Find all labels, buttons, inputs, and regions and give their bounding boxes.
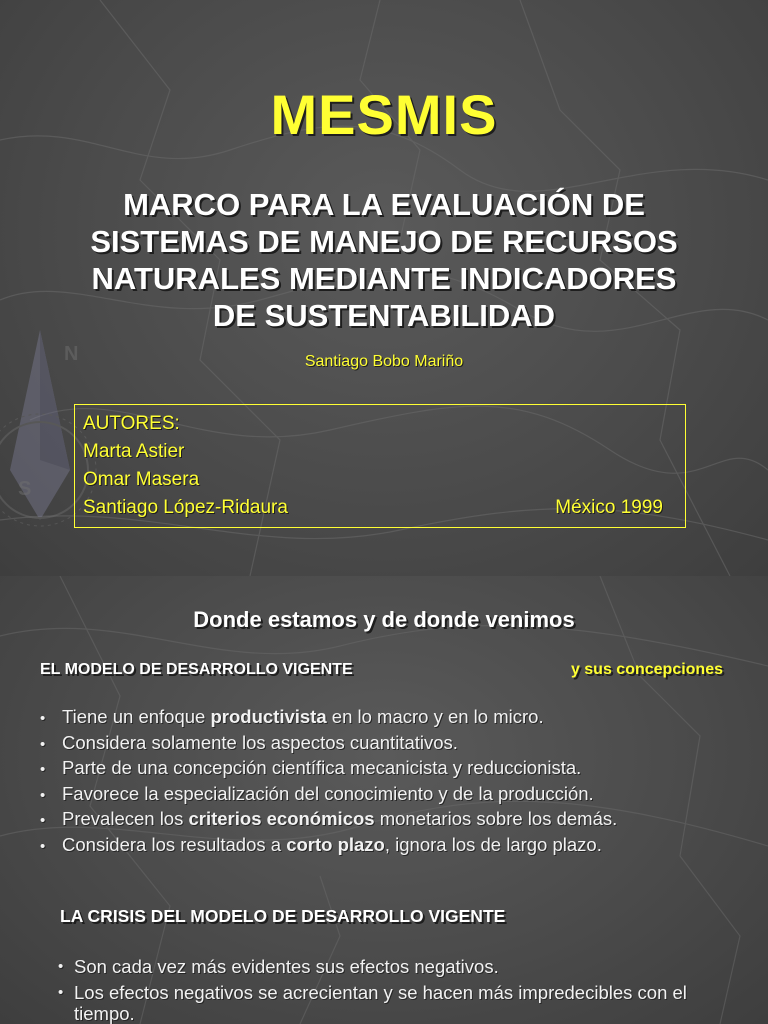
model-subheading: y sus concepciones [570, 661, 723, 678]
place-year: México 1999 [555, 497, 663, 518]
list-item [58, 982, 748, 1024]
svg-text:S: S [18, 478, 32, 500]
presenter-name: Santiago Bobo Mariño [304, 353, 464, 370]
presentation-title: MESMIS [270, 83, 498, 146]
bullet-dot-icon: • [40, 786, 46, 804]
model-heading: EL MODELO DE DESARROLLO VIGENTE [40, 661, 353, 678]
presentation-subtitle [20, 186, 748, 334]
subtitle-line: MARCO PARA LA EVALUACIÓN DE [123, 187, 645, 222]
bullet-dot-icon: • [40, 812, 46, 829]
content-slide [0, 576, 768, 1024]
subtitle-line: NATURALES MEDIANTE INDICADORES [91, 261, 677, 296]
emphasis-text: corto plazo [286, 833, 385, 855]
list-item [40, 806, 740, 832]
subtitle-line: SISTEMAS DE MANEJO DE RECURSOS [90, 224, 678, 259]
list-item-text: , ignora los de largo plazo. [384, 833, 602, 855]
list-item [58, 956, 748, 977]
bullet-dot-icon: • [40, 735, 46, 753]
list-item-text: Considera solamente los aspectos cuantitativos. [62, 731, 458, 753]
list-item-text: Son cada vez más evidentes sus efectos negativos. [74, 956, 499, 977]
emphasis-text: productivista [210, 706, 327, 727]
list-item-text: Los efectos negativos se acrecientan y se hacen más impredecibles con el tiempo. [74, 982, 687, 1024]
list-item [40, 755, 740, 781]
bullet-dot-icon: • [40, 761, 46, 778]
list-item [40, 781, 740, 807]
list-item-text: Parte de una concepción científica mecanicista y reduccionista. [62, 757, 582, 778]
author-name: Santiago López-Ridaura [83, 497, 288, 518]
author-name: Omar Masera [83, 469, 200, 490]
list-item [40, 832, 740, 858]
author-name: Marta Astier [83, 441, 185, 462]
list-item-text: Considera los resultados a [62, 833, 287, 855]
concepts-bullet-list [40, 704, 740, 857]
bullet-dot-icon: • [40, 710, 46, 727]
bullet-dot-icon: • [58, 984, 64, 1001]
svg-text:N: N [64, 343, 79, 365]
subtitle-line: DE SUSTENTABILIDAD [212, 298, 556, 333]
bullet-dot-icon: • [58, 958, 64, 975]
list-item-text: en lo macro y en lo micro. [326, 706, 544, 727]
list-item [40, 704, 740, 730]
authors-label: AUTORES: [83, 413, 180, 434]
list-item-text: Favorece la especialización del conocimiento y de la producción. [62, 782, 594, 804]
list-item [40, 730, 740, 756]
list-item-text: monetarios sobre los demás. [374, 808, 618, 829]
emphasis-text: criterios económicos [188, 808, 375, 829]
list-item-text: Tiene un enfoque [62, 706, 211, 727]
list-item-text: Prevalecen los [62, 808, 189, 829]
bullet-dot-icon: • [40, 837, 46, 855]
authors-box [74, 404, 686, 528]
slide-title: Donde estamos y de donde venimos [193, 607, 575, 632]
crisis-bullet-list [58, 956, 748, 1024]
crisis-heading: LA CRISIS DEL MODELO DE DESARROLLO VIGENTE [60, 906, 506, 926]
